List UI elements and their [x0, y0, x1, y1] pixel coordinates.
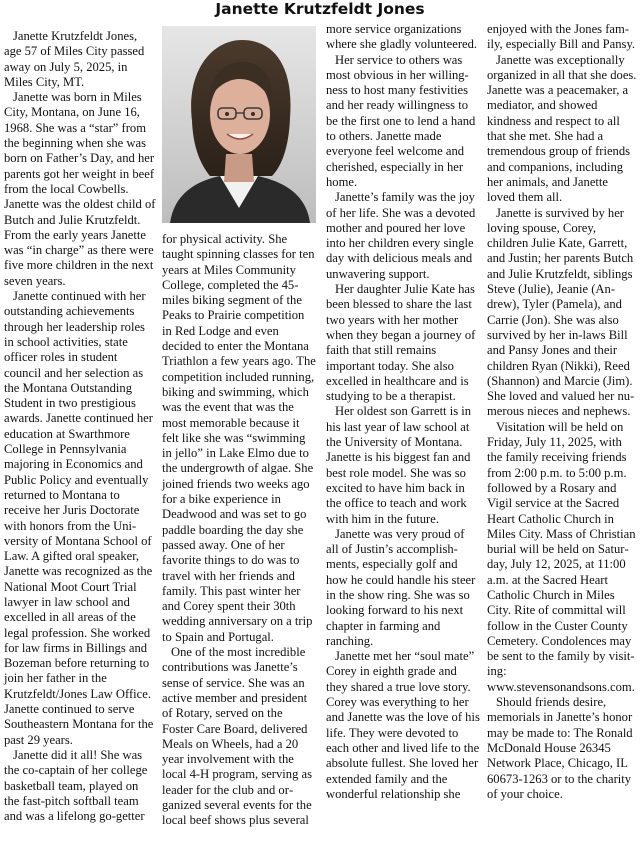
paragraph: Janette was very proud of all of Justin’s accomplishments, especially golf and how he could handle his steer in the show ring. She was so looking forward to his next chapter in farming and ranching. — [326, 526, 476, 648]
paragraph: Janette did it all! She was the co-captain of her college basketball team, played on the fast-pitch softball team and was a lifelong go-getter — [4, 747, 148, 824]
paragraph: Janette met her “soul mate” Corey in eighth grade and they shared a true love story. Corey was everything to her and Janette was the love of his life. They were devoted to each other and lived life to the absolute fullest. She loved her extended family and the wonderful relationship she — [326, 649, 480, 801]
paragraph: Should friends desire, memorials in Janette’s honor may be made to: The Ronald McDonald House 26345 Network Place, Chicago, IL 60673-1263 or to the charity of your choice. — [487, 695, 633, 801]
text-column-1 — [4, 29, 156, 853]
text-column-3 — [326, 22, 480, 853]
paragraph: Visitation will be held on Friday, July 11, 2025, with the family receiving friends from 2:00 p.m. to 5:00 p.m. followed by a Rosary and Vigil service at the Sacred Heart Catholic Church in Miles City. Mass of Christian burial will be held on Saturday, July 12, 2025, at 11:00 a.m. at the Sacred Heart Catholic Church in Miles City. Rite of committal will follow in the Custer County Cemetery. Condolences may be sent to the family by visiting: www.stevensonandsons.com. — [487, 419, 636, 694]
paragraph: Her oldest son Garrett is in his last year of law school at the University of Montana. Janette is his biggest fan and best role model. She was so excited to have him back in the office to teach and work with him in the future. — [326, 404, 472, 526]
paragraph: Her service to others was most obvious in her willingness to host many festivities and her ready willingness to be the first one to lend a hand to others. Janette made everyone feel welcome and cherished, especially in her home. — [326, 52, 476, 189]
paragraph-continued: more service organizations where she gladly volunteered. — [326, 22, 478, 52]
paragraph: Her daughter Julie Kate has been blessed to share the last two years with her mother when they began a journey of faith that still remains important today. She also excelled in healthcare and is studying to be a therapist. — [326, 282, 476, 404]
paragraph: Janette’s family was the joy of her life. She was a devoted mother and poured her love into her children every single day with delicious meals and unwavering support. — [326, 190, 476, 281]
portrait-photo — [162, 26, 316, 223]
text-column-4 — [487, 22, 637, 853]
paragraph-continued: enjoyed with the Jones family, especially Bill and Pansy. — [487, 22, 636, 52]
paragraph: Janette Krutzfeldt Jones, age 57 of Miles City passed away on July 5, 2025, in Miles City, MT. — [4, 29, 145, 89]
obituary-title: Janette Krutzfeldt Jones — [215, 0, 425, 18]
paragraph: Janette continued with her outstanding achievements through her leadership roles in school activities, state officer roles in student council and her selection as the Montana Outstanding Student in two prestigious awards. Janette continued her education at Swarthmore College in Pennsylvania majoring in Economics and Public Policy and eventually returned to Montana to receive her Juris Doctorate with honors from the University of Montana School of Law. A gifted oral speaker, Janette was recognized as the National Moot Court Trial lawyer in law school and excelled in all areas of the legal profession. She worked for law firms in Billings and Bozeman before returning to join her father in the Krutzfeldt/Jones Law Office. Janette continued to serve Southeastern Montana for the past 29 years. — [4, 289, 154, 747]
text-column-2 — [162, 232, 316, 853]
paragraph: Janette was born in Miles City, Montana, on June 16, 1968. She was a “star” from the beginning when she was born on Father’s Day, and her parents got her weight in beef from the local Cowbells. Janette was the oldest child of Butch and Julie Krutzfeldt. From the early years Janette was “in charge” as there were five more children in the next seven years. — [4, 90, 156, 288]
paragraph-continued: for physical activity. She taught spinning classes for ten years at Miles Community College, completed the 45-miles biking segment of the Peaks to Prairie competition in Red Lodge and even decided to enter the Montana Triathlon a few years ago. The competition included running, biking and swimming, which was the event that was the most memorable because it felt like she was “swimming in jello” in Lake Elmo due to the undergrowth of algae. She joined friends two weeks ago for a bike experience in Deadwood and was set to go paddle boarding the day she passed away. One of her favorite things to do was to travel with her friends and family. This past winter her and Corey spent their 30th wedding anniversary on a trip to Spain and Portugal. — [162, 232, 316, 644]
paragraph: Janette is survived by her loving spouse, Corey, children Julie Kate, Garrett, and Justin; her parents Butch and Julie Krutzfeldt, siblings Steve (Julie), Jeanie (Andrew), Tyler (Pamela), and Carrie (Jon). She was also survived by her in-laws Bill and Pansy Jones and their children Ryan (Nikki), Reed (Shannon) and Marcie (Jim). She loved and valued her numerous nieces and nephews. — [487, 205, 635, 419]
paragraph: One of the most incredible contributions was Janette’s sense of service. She was an active member and president of Rotary, served on the Foster Care Board, delivered Meals on Wheels, had a 20 year involvement with the local 4-H program, serving as leader for the club and organized several events for the local beef shows plus several — [162, 645, 313, 828]
paragraph: Janette was exceptionally organized in all that she does. Janette was a peacemaker, a mediator, and showed kindness and respect to all that she met. She had a tremendous group of friends and companions, including her animals, and Janette loved them all. — [487, 52, 637, 205]
